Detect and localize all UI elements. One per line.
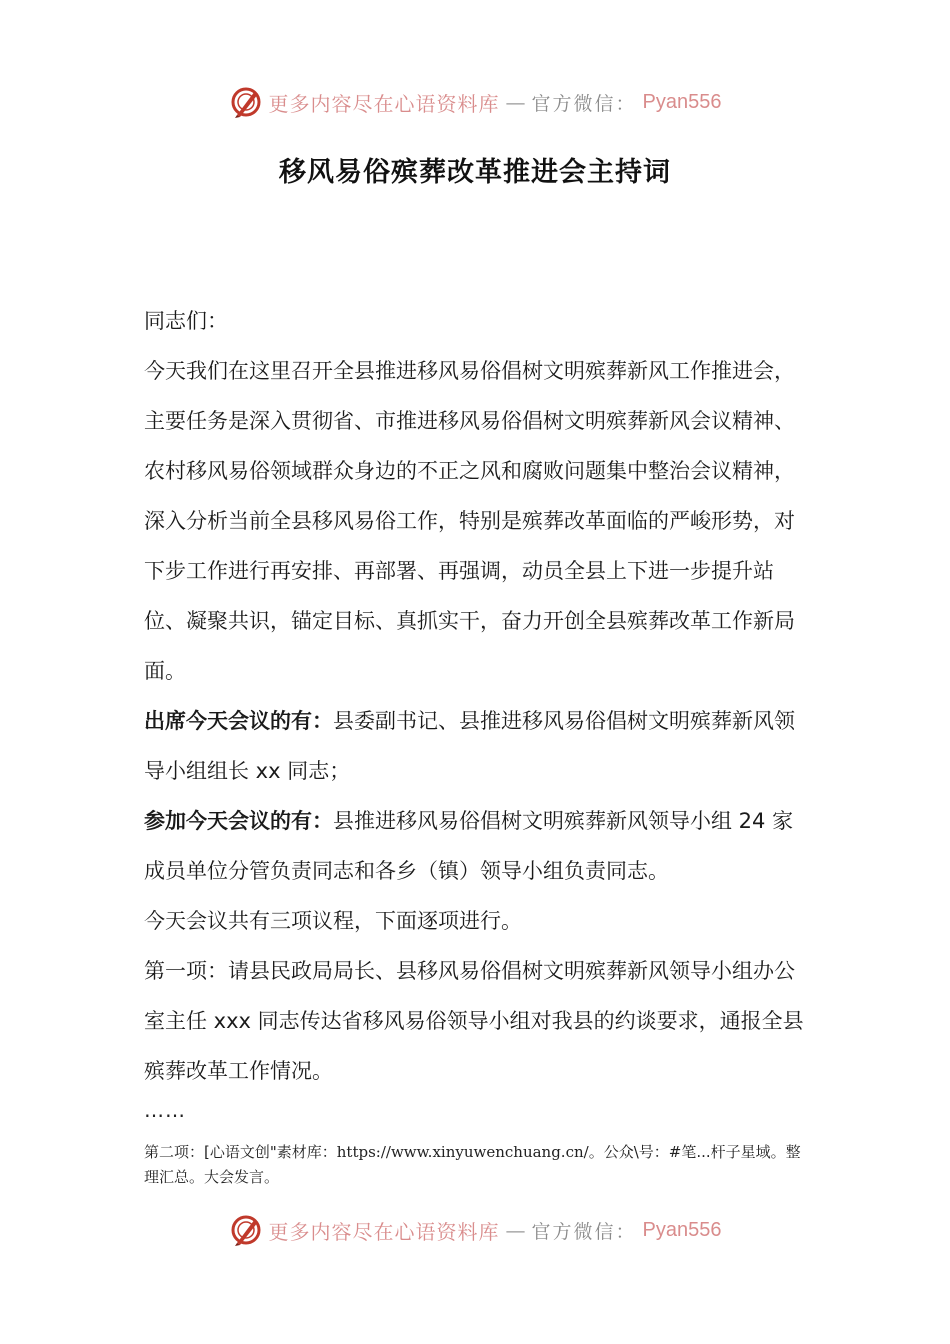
participants-lead: 参加今天会议的有：	[144, 809, 333, 833]
banner-slogan: 更多内容尽在心语资料库	[268, 91, 500, 116]
pen-logo-icon	[229, 1213, 263, 1247]
banner-wechat-id: Pyan556	[642, 90, 722, 113]
intro-paragraph: 今天我们在这里召开全县推进移风易俗倡树文明殡葬新风工作推进会，主要任务是深入贯彻省、市推进移风易俗倡树文明殡葬新风会议精神、农村移风易俗领域群众身边的不正之风和腐败问题集中整治会议精神，深入分析当前全县移风易俗工作，特别是殡葬改革面临的严峻形势，对下步工作进行再安排、再部署、再强调，动员全县上下进一步提升站位、凝聚共识，锚定目标、真抓实干，奋力开创全县殡葬改革工作新局面。	[144, 359, 795, 683]
agenda-item-one: 第一项：请县民政局局长、县移风易俗倡树文明殡葬新风领导小组办公室主任 xxx 同志传达省移风易俗领导小组对我县的约谈要求，通报全县殡葬改革工作情况。	[144, 959, 804, 1083]
footer-banner	[0, 1210, 950, 1250]
banner-wechat-id: Pyan556	[642, 1218, 722, 1241]
page-title: 移风易俗殡葬改革推进会主持词	[279, 157, 671, 188]
footnote-suffix: 。公众\号：#笔...杆子星域。整理汇总。大会发言。	[144, 1143, 801, 1186]
banner-separator: —	[505, 90, 526, 114]
footnote-url: https://www.xinyuwenchuang.cn/	[336, 1143, 589, 1161]
document-body	[144, 296, 808, 1096]
footnote	[144, 1140, 810, 1190]
banner-wechat-label: 官方微信：	[531, 92, 637, 115]
pen-logo-icon	[229, 85, 263, 119]
attendees-lead: 出席今天会议的有：	[144, 709, 333, 733]
ellipsis: ……	[144, 1098, 186, 1122]
attendees-paragraph	[144, 696, 808, 796]
banner-slogan: 更多内容尽在心语资料库	[268, 1219, 500, 1244]
attendees-text: 县委副书记、县推进移风易俗倡树文明殡葬新风领导小组组长 xx 同志；	[144, 709, 795, 783]
banner-wechat-label: 官方微信：	[531, 1220, 637, 1243]
footnote-prefix: 第二项：[心语文创"素材库：	[144, 1143, 337, 1161]
header-banner	[0, 82, 950, 122]
agenda-intro: 今天会议共有三项议程，下面逐项进行。	[144, 909, 522, 933]
banner-separator: —	[505, 1218, 526, 1242]
participants-paragraph	[144, 796, 808, 896]
greeting: 同志们：	[144, 309, 228, 333]
participants-text: 县推进移风易俗倡树文明殡葬新风领导小组 24 家成员单位分管负责同志和各乡（镇）领导小组负责同志。	[144, 809, 794, 883]
